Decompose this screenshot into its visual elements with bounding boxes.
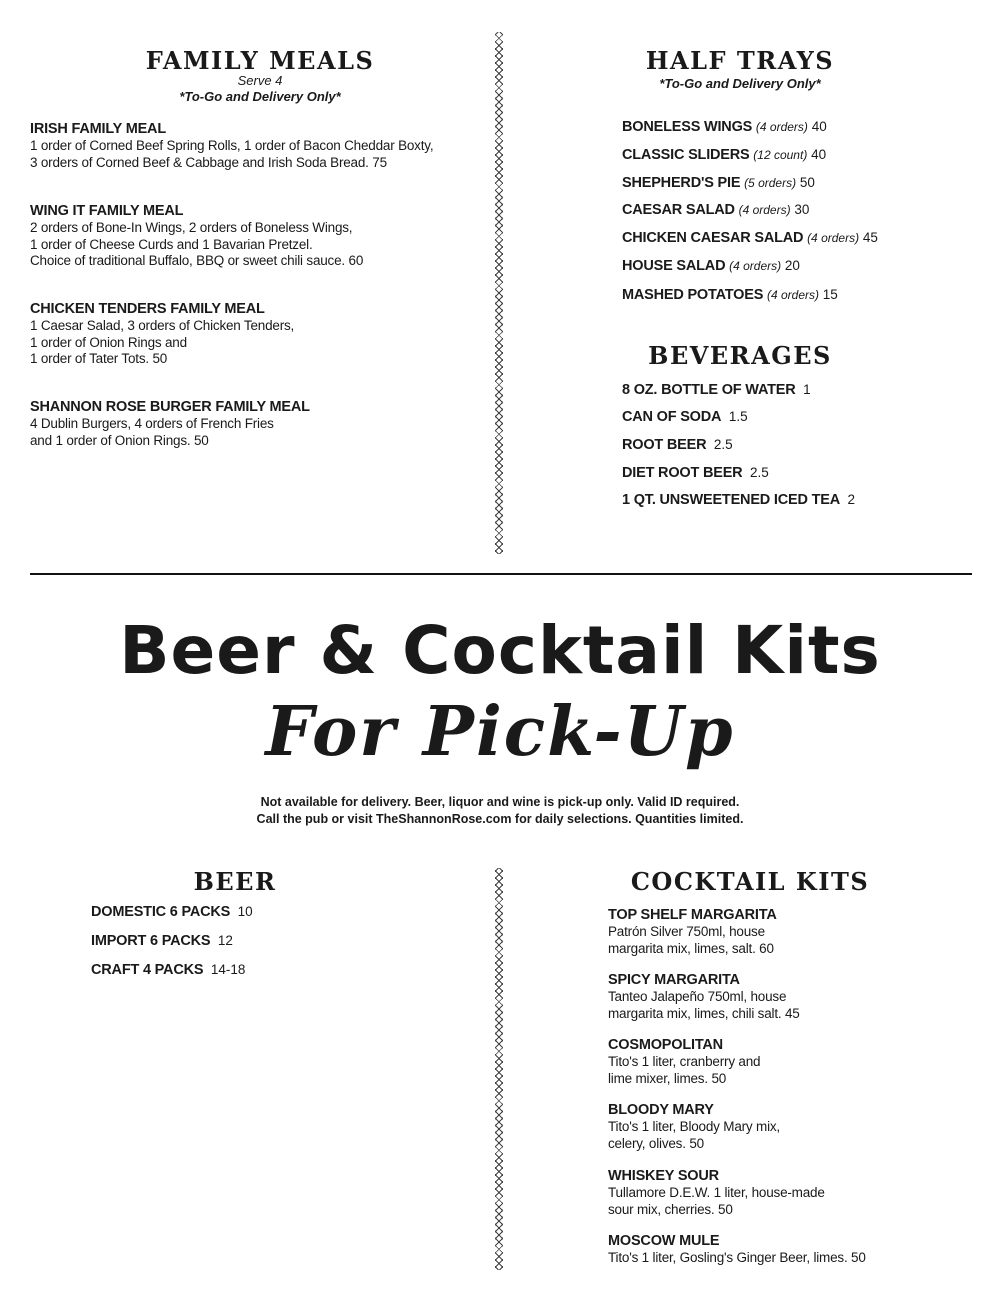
item-qualifier: (12 count) xyxy=(753,148,808,162)
half-tray-row xyxy=(622,175,815,191)
kits-notice-line-2: Call the pub or visit TheShannonRose.com for daily selections. Quantities limited. xyxy=(256,812,744,826)
family-meal-line: 1 Caesar Salad, 3 orders of Chicken Tenders, xyxy=(30,318,295,333)
half-tray-row xyxy=(622,147,826,163)
half-tray-row xyxy=(622,202,809,218)
family-meal-wing-it xyxy=(30,203,470,270)
cocktail-kit-line: lime mixer, limes. 50 xyxy=(608,1070,727,1086)
item-price: 2.5 xyxy=(749,465,769,480)
half-tray-row xyxy=(622,230,878,246)
item-name: CLASSIC SLIDERS xyxy=(622,147,750,163)
item-qualifier: (4 orders) xyxy=(755,120,808,134)
item-price: 10 xyxy=(237,904,253,919)
cocktail-kit-line: Tullamore D.E.W. 1 liter, house-made xyxy=(608,1185,825,1200)
cocktail-kit-name: TOP SHELF MARGARITA xyxy=(608,907,777,923)
cocktail-kit-line: Tito's 1 liter, Gosling's Ginger Beer, limes. 50 xyxy=(608,1250,866,1265)
item-name: CRAFT 4 PACKS xyxy=(91,962,204,978)
cocktail-kit-line: Patrón Silver 750ml, house xyxy=(608,924,765,939)
top-column-divider xyxy=(495,32,503,554)
cocktail-kits-title: COCKTAIL KITS xyxy=(630,867,870,896)
beer-row xyxy=(91,933,233,949)
beverage-row xyxy=(622,382,811,398)
family-meal-irish xyxy=(30,121,470,171)
beverages-title: BEVERAGES xyxy=(648,341,832,370)
item-qualifier: (4 orders) xyxy=(766,288,819,302)
beverage-row xyxy=(622,409,748,425)
item-price: 30 xyxy=(794,202,810,217)
cocktail-kit-name: WHISKEY SOUR xyxy=(608,1168,719,1184)
item-price: 14-18 xyxy=(210,962,246,977)
cocktail-kit-line: margarita mix, limes, salt. 60 xyxy=(608,940,774,956)
family-meal-line: 1 order of Tater Tots. 50 xyxy=(30,351,168,366)
cocktail-kit-name: COSMOPOLITAN xyxy=(608,1037,723,1053)
family-meal-line: 1 order of Cheese Curds and 1 Bavarian Pretzel. xyxy=(30,236,313,252)
family-meal-shannon-rose-burger xyxy=(30,399,470,449)
cocktail-kit-name: MOSCOW MULE xyxy=(608,1233,720,1249)
item-name: CAESAR SALAD xyxy=(622,202,735,218)
cocktail-kit-name: SPICY MARGARITA xyxy=(608,972,740,988)
cocktail-kit-moscow-mule xyxy=(608,1233,988,1267)
item-price: 40 xyxy=(811,147,827,162)
item-name: 8 OZ. BOTTLE OF WATER xyxy=(622,382,796,398)
cocktail-kit-line: sour mix, cherries. 50 xyxy=(608,1201,733,1217)
item-name: HOUSE SALAD xyxy=(622,258,726,274)
item-name: DOMESTIC 6 PACKS xyxy=(91,904,231,920)
cocktail-kit-bloody-mary xyxy=(608,1102,938,1152)
item-price: 2.5 xyxy=(713,437,733,452)
item-name: MASHED POTATOES xyxy=(622,287,764,303)
item-qualifier: (4 orders) xyxy=(729,259,782,273)
kits-notice-line-1: Not available for delivery. Beer, liquor and wine is pick-up only. Valid ID required. xyxy=(260,795,740,809)
item-name: CHICKEN CAESAR SALAD xyxy=(622,230,804,246)
family-meal-name: WING IT FAMILY MEAL xyxy=(30,203,184,219)
family-meal-line: Choice of traditional Buffalo, BBQ or sweet chili sauce. 60 xyxy=(30,253,364,268)
item-price: 50 xyxy=(799,175,815,190)
beverage-row xyxy=(622,437,733,453)
bottom-column-divider xyxy=(495,868,503,1270)
item-qualifier: (4 orders) xyxy=(807,231,860,245)
item-price: 1.5 xyxy=(728,409,748,424)
beverage-row xyxy=(622,492,855,508)
item-name: IMPORT 6 PACKS xyxy=(91,933,211,949)
family-meal-line: 2 orders of Bone-In Wings, 2 orders of Boneless Wings, xyxy=(30,220,353,235)
beverage-row xyxy=(622,465,769,481)
family-meal-line: and 1 order of Onion Rings. 50 xyxy=(30,432,209,448)
half-tray-row xyxy=(622,119,827,135)
cocktail-kit-spicy-margarita xyxy=(608,972,938,1022)
family-meal-line: 3 orders of Corned Beef & Cabbage and Irish Soda Bread. 75 xyxy=(30,154,387,170)
cocktail-kit-line: Tito's 1 liter, Bloody Mary mix, xyxy=(608,1119,780,1134)
item-qualifier: (4 orders) xyxy=(738,203,791,217)
family-meal-name: IRISH FAMILY MEAL xyxy=(30,121,166,137)
section-divider xyxy=(30,573,972,575)
family-meal-name: SHANNON ROSE BURGER FAMILY MEAL xyxy=(30,399,310,415)
beer-row xyxy=(91,962,245,978)
kits-title: Beer & Cocktail Kits xyxy=(119,612,881,689)
family-meals-title: FAMILY MEALS xyxy=(145,46,375,75)
family-meal-line: 1 order of Corned Beef Spring Rolls, 1 order of Bacon Cheddar Boxty, xyxy=(30,138,434,153)
family-meal-line: 4 Dublin Burgers, 4 orders of French Fries xyxy=(30,416,274,431)
family-meal-chicken-tenders xyxy=(30,301,470,368)
item-price: 1 xyxy=(803,382,811,397)
half-tray-row xyxy=(622,258,800,274)
item-price: 15 xyxy=(822,287,838,302)
cocktail-kit-cosmopolitan xyxy=(608,1037,938,1087)
cocktail-kit-line: margarita mix, limes, chili salt. 45 xyxy=(608,1005,800,1021)
item-name: DIET ROOT BEER xyxy=(622,465,743,481)
item-name: BONELESS WINGS xyxy=(622,119,753,135)
item-price: 12 xyxy=(217,933,233,948)
item-price: 20 xyxy=(784,258,800,273)
family-meal-name: CHICKEN TENDERS FAMILY MEAL xyxy=(30,301,265,317)
beer-title: BEER xyxy=(193,867,277,896)
kits-script-title: For Pick-Up xyxy=(265,692,735,772)
half-tray-row xyxy=(622,287,838,303)
item-qualifier: (5 orders) xyxy=(744,176,797,190)
cocktail-kit-line: celery, olives. 50 xyxy=(608,1135,704,1151)
item-price: 2 xyxy=(847,492,855,507)
item-price: 40 xyxy=(811,119,827,134)
item-name: ROOT BEER xyxy=(622,437,707,453)
item-name: SHEPHERD'S PIE xyxy=(622,175,741,191)
cocktail-kit-line: Tito's 1 liter, cranberry and xyxy=(608,1054,761,1069)
cocktail-kit-whiskey-sour xyxy=(608,1168,938,1218)
family-meals-serve: Serve 4 xyxy=(237,73,283,88)
half-trays-note: *To-Go and Delivery Only* xyxy=(659,76,821,91)
cocktail-kit-line: Tanteo Jalapeño 750ml, house xyxy=(608,989,787,1004)
item-name: CAN OF SODA xyxy=(622,409,722,425)
cocktail-kit-top-shelf-margarita xyxy=(608,907,938,957)
family-meal-line: 1 order of Onion Rings and xyxy=(30,334,187,350)
family-meals-note: *To-Go and Delivery Only* xyxy=(179,89,341,104)
beer-row xyxy=(91,904,253,920)
item-price: 45 xyxy=(862,230,878,245)
item-name: 1 QT. UNSWEETENED ICED TEA xyxy=(622,492,840,508)
cocktail-kit-name: BLOODY MARY xyxy=(608,1102,714,1118)
half-trays-title: HALF TRAYS xyxy=(645,46,835,75)
